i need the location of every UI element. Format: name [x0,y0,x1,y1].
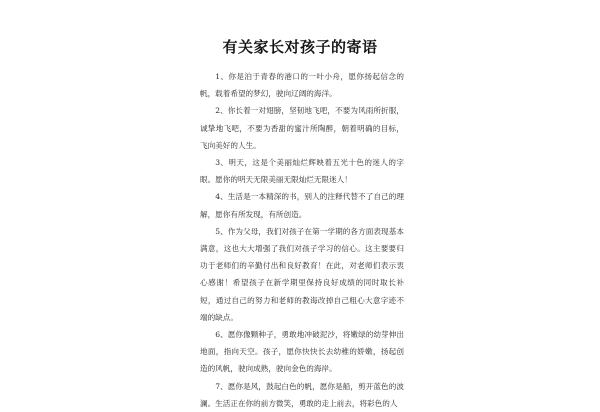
paragraph: 6、愿你像颗种子，勇敢地冲破泥沙，将嫩绿的幼芽伸出地面，指向天空。孩子，愿你快快长去幼稚的娇嫩，扬起创造的风帆，驶向成熟，驶向金色的海岸。 [200,330,404,374]
paragraph: 4、生活是一本精深的书，别人的注释代替不了自己的理解，愿你有所发现，有所创造。 [200,192,404,219]
paragraph: 2、你长着一对翅膀，坚韧地飞吧，不要为风雨所折服，诚挚地飞吧，不要为香甜的蜜汁所陶醉，朝着明确的目标，飞向美好的人生。 [200,106,404,150]
paragraph: 5、作为父母，我们对孩子在第一学期的各方面表现基本满意，这也大大增强了我们对孩子学习的信心。这主要要归功于老师们的辛勤付出和良好教育！在此，对老师们表示衷心感谢！希望孩子在新学期里保持良好成绩的同时取长补短，通过自己的努力和老师的教诲改掉自己粗心大意字迹不端的缺点。 [200,226,404,322]
paragraph: 3、明天，这是个美丽灿烂辉映着五光十色的迷人的字眼。愿你的明天无限美丽无限灿烂无限迷人！ [200,158,404,185]
paragraph: 1、你是泊于青春的港口的一叶小舟，愿你扬起信念的帆，载着希望的梦幻，驶向辽阔的海洋。 [200,72,404,99]
document-title: 有关家长对孩子的寄语 [222,38,378,56]
document-body [200,68,404,412]
paragraph: 7、愿你是风，鼓起白色的帆，愿你是船，剪开蓝色的波澜。生活正在你的前方微笑，勇敢的走上前去，将彩色的人 [200,381,404,408]
